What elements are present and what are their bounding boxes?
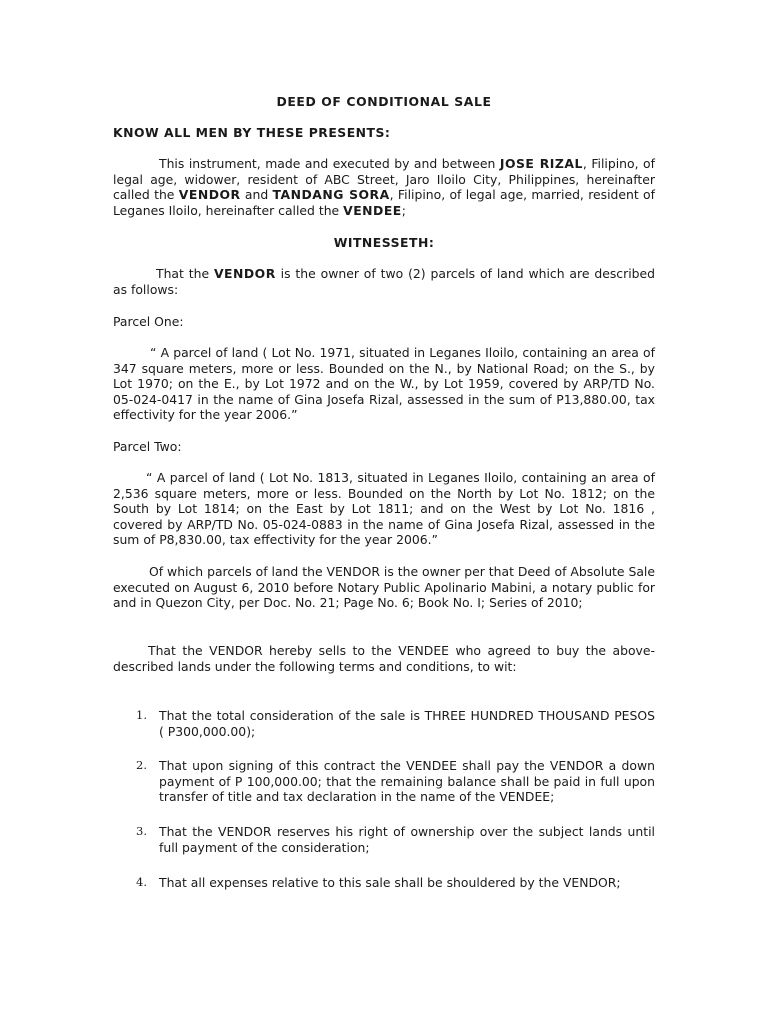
term-number: 3. xyxy=(136,824,147,838)
ownership-vendor-label: VENDOR xyxy=(213,266,276,281)
term-number: 2. xyxy=(136,758,147,772)
witnesseth-heading: WITNESSETH: xyxy=(333,235,435,250)
vendee-name: TANDANG SORA xyxy=(272,187,390,203)
opening-phrase: KNOW ALL MEN BY THESE PRESENTS: xyxy=(113,125,391,140)
vendor-name: JOSE RIZAL xyxy=(499,156,583,171)
vendee-label: VENDEE xyxy=(343,202,402,218)
parcel-one-label: Parcel One: xyxy=(113,314,184,329)
ownership-paragraph: That the VENDOR is the owner of two (2) parcels of land which are described as follows: xyxy=(113,266,655,297)
document-title: DEED OF CONDITIONAL SALE xyxy=(276,94,492,109)
term-number: 4. xyxy=(136,875,147,889)
parcel-two-label: Parcel Two: xyxy=(113,439,182,454)
sale-statement-paragraph: That the VENDOR hereby sells to the VENDEE who agreed to buy the above-described lands under the following terms and conditions, to wit: xyxy=(113,643,655,674)
acquisition-paragraph: Of which parcels of land the VENDOR is the owner per that Deed of Absolute Sale executed on August 6, 2010 before Notary Public Apolinario Mabini, a notary public for and in Quezon City, per Doc. No. 21; Page No. 6; Book No. I; Series of 2010; xyxy=(113,564,655,611)
term-text: That all expenses relative to this sale shall be shouldered by the VENDOR; xyxy=(159,875,621,890)
term-number: 1. xyxy=(136,708,147,722)
intro-paragraph: This instrument, made and executed by and between JOSE RIZAL, Filipino, of legal age, widower, resident of ABC Street, Jaro Iloilo City, Philippines, hereinafter called the VENDOR and TANDANG SORA, Filipino, of legal age, married, resident of Leganes Iloilo, hereinafter called the VENDEE; xyxy=(113,156,656,218)
parcel-one-description: “ A parcel of land ( Lot No. 1971, situated in Leganes Iloilo, containing an area of 347 square meters, more or less. Bounded on the N., by National Road; on the S., by Lot 1970; on the E., by Lot 1972 and on the W., by Lot 1959, covered by ARP/TD No. 05-024-0417 in the name of Gina Josefa Rizal, assessed in the sum of P13,880.00, tax effectivity for the year 2006.” xyxy=(113,345,655,423)
term-text: That upon signing of this contract the VENDEE shall pay the VENDOR a down payment of P 100,000.00; that the remaining balance shall be paid in full upon transfer of title and tax declaration in the name of the VENDEE; xyxy=(159,758,655,805)
term-text: That the total consideration of the sale is THREE HUNDRED THOUSAND PESOS ( P300,000.00); xyxy=(159,708,655,739)
vendor-label: VENDOR xyxy=(178,187,241,203)
term-text: That the VENDOR reserves his right of ownership over the subject lands until full payment of the consideration; xyxy=(159,824,655,855)
parcel-two-description: “ A parcel of land ( Lot No. 1813, situated in Leganes Iloilo, containing an area of 2,536 square meters, more or less. Bounded on the North by Lot No. 1812; on the South by Lot 1814; on the East by Lot 1811; and on the West by Lot No. 1816 , covered by ARP/TD No. 05-024-0883 in the name of Gina Josefa Rizal, assessed in the sum of P8,830.00, tax effectivity for the year 2006.” xyxy=(113,470,655,548)
